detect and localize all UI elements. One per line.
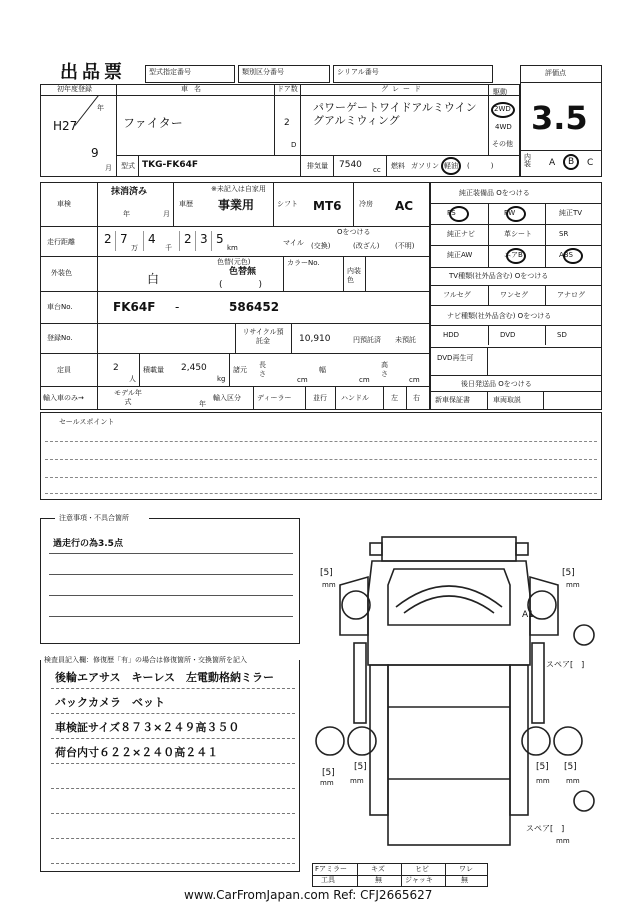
option-item: PW [504,209,516,217]
svg-text:mm: mm [536,777,550,785]
tv-title: TV種類(社外品含む) Oをつける [449,272,549,280]
inspection-value: 抹消済み [111,187,148,197]
displacement-label: 排気量 [307,162,328,170]
mile-label: マイル [283,239,304,247]
capacity-unit: 人 [129,375,136,383]
interior-a: A [549,158,556,168]
notes-line [49,616,293,617]
notes-box [40,514,300,644]
tv-row [431,285,601,305]
notes-line-text: 過走行の為3.5点 [53,539,123,549]
options-box [430,182,602,410]
after-item-1: 新車保証書 [435,396,470,404]
mileage-km-unit: km [227,244,238,252]
inspector-line [51,713,295,714]
height-label: 高さ [381,361,388,378]
first-reg-label: 初年度登録 [57,85,92,93]
inspector-line [51,863,295,864]
score-label: 評価点 [545,69,566,77]
cab-windshield [388,569,510,625]
first-reg-month: 9 [91,146,99,160]
option-item: SR [559,230,569,238]
history-label: 車歴 [179,200,193,208]
inspector-line [51,763,295,764]
chassis-number: 586452 [229,300,280,314]
cargo-bed [388,665,510,845]
import-type-label: 輸入区分 [213,394,241,402]
navi-item: SD [557,331,567,339]
car-name: ファイター [123,116,183,130]
option-item: ABS [559,251,573,259]
svg-text:mm: mm [556,837,570,845]
inspector-line [51,788,295,789]
svg-text:mm: mm [320,779,334,787]
inspector-line-text: 荷台内寸６２２×２４０高２４１ [55,746,219,759]
color-label: 外装色 [51,269,72,277]
door-left [340,577,368,635]
displacement-value: 7540 [339,160,362,170]
length-cm: cm [297,376,308,384]
first-reg-year: H27 [53,119,78,133]
vehicle-main-box: 初年度登録 車名 ドア数 グレード 年 H27 9 月 ファイター 2 D パワーゲートワイドアルミウイングアルミウィング 駆動 2WD 4WD その他 型式 TKG-FK64F 排気量 7540 cc 燃料 ガソリン 軽油 ( ) [40,84,520,177]
tire-depth-rear-left-2: [5] [354,762,367,772]
tv-item: アナログ [557,291,585,299]
tire-depth-rear-left-1: [5] [322,768,335,778]
katashiki-box [145,65,235,83]
inspector-line [51,688,295,689]
after-title: 後日発送品 Oをつける [461,380,532,388]
mileage-man-unit: 万 [131,244,138,252]
svg-text:mm: mm [350,777,364,785]
navi-title: ナビ種類(社外品含む) Oをつける [447,312,552,320]
doors-value: 2 [284,118,290,128]
navi-item: DVD [500,331,516,339]
history-value: 事業用 [218,198,255,212]
spare-label-2: スペア[ ] [526,824,565,833]
legend-tools: 工具 [321,876,335,884]
color-change-value: 色替無 [229,267,257,277]
displacement-unit: cc [373,166,381,174]
notes-line [49,595,293,596]
option-item: エアB [504,251,523,259]
bed-rail-left [354,643,366,723]
dims-label: 諸元 [233,366,247,374]
svg-text:mm: mm [566,581,580,589]
form-title: 出品票 [60,62,126,83]
load-unit: kg [217,375,226,383]
sales-point-box [40,412,602,500]
option-item: 純正AW [447,251,473,259]
cab-body [368,561,530,665]
inspector-line [51,813,295,814]
drive-4wd: 4WD [495,123,512,131]
length-label: 長さ [259,361,266,378]
inspection-label: 車検 [57,200,71,208]
legend-jack: ジャッキ [405,876,433,884]
mileage-digits [101,231,281,253]
legend-fmirror: Fアミラー [315,865,348,873]
mileage-digit: 3 [200,232,208,246]
exchange-label: (交換) [311,242,331,250]
color-change-label: 色替(元色) [217,258,251,266]
tire-depth-rear-right-2: [5] [564,762,577,772]
chassis-dash: - [175,300,180,314]
fuel-light-oil: 軽油 [444,162,458,170]
model-year-unit: 年 [199,400,206,408]
mileage-digit: 7 [120,232,128,246]
history-note: ※未記入は自家用 [211,185,266,193]
color-value: 白 [147,272,160,286]
drive-2wd: 2WD [494,105,511,113]
ruibetsu-label: 類別区分番号 [242,68,284,76]
interior-b: B [568,157,575,167]
notes-title: 注意事項・不具合箇所 [59,514,129,522]
model-value: TKG-FK64F [142,160,199,170]
dvd-label: DVD再生可 [437,354,474,362]
year-unit: 年 [97,104,104,112]
navi-row [431,325,601,347]
doors-label: ドア数 [277,85,298,93]
width-cm: cm [359,376,370,384]
mileage-digit: 2 [104,232,112,246]
notes-line [49,574,293,575]
options-grid [431,203,601,257]
detail-box: 車検 抹消済み 年 月 車歴 ※未記入は自家用 事業用 シフト MT6 冷房 AC 走行距離 2 7 4 2 3 5 万 千 km マイル Oをつける (交換) (改ざん) (不明) 外装色 色替(元色) 白 色替無 ( ) カラーNo. 内装色 車台No. FK64F - 586452 登録No. リサイクル預託金 10,910 円預託済 未預託 定員 2 人 積載量 2,450 kg 諸元 長さ cm 幅 cm 高さ cm 輸入車のみ→ モデル年式 年 輸入区分 ディーラー 並行 ハンドル 左 右 [40,182,430,410]
parallel-label: 並行 [313,394,327,402]
model-year-label: モデル年式 [114,389,142,406]
tire-depth-front-right: [5] [562,568,575,578]
shift-label: シフト [277,200,298,208]
bed-rail-right [532,643,544,723]
mileage-label: 走行距離 [47,238,75,246]
load-label: 積載量 [143,366,164,374]
notes-line [49,553,293,554]
inspection-year-unit: 年 [123,210,130,218]
inspector-title: 検査員記入欄：修復歴「有」の場合は修復箇所・交換箇所を記入 [44,656,247,664]
spare-label-1: スペア[ ] [546,660,585,669]
unknown-label: (不明) [395,242,415,250]
model-label: 型式 [121,162,135,170]
capacity-label: 定員 [57,366,71,374]
mileage-digit: 5 [216,232,224,246]
color-no-label: カラーNo. [287,259,320,267]
mark-a1: A1 [522,610,534,620]
chassis-label: 車台No. [47,303,73,311]
capacity-value: 2 [113,363,119,373]
tire-front-left [342,591,370,619]
mileage-sen-unit: 千 [165,244,172,252]
month-unit: 月 [105,164,112,172]
interior-color-label: 内装色 [347,267,361,284]
bed-side-left [370,665,388,815]
mileage-digit: 2 [184,232,192,246]
cab-roof-outline [382,537,516,561]
right-handle: 右 [413,394,420,402]
option-item: PS [447,209,456,217]
legend-jack-value: 無 [461,876,468,884]
footer-watermark: www.CarFromJapan.com Ref: CFJ2665627 [184,888,433,902]
drive-other: その他 [492,140,513,148]
spare-tire-2 [574,791,594,811]
after-item-2: 車両取説 [493,396,521,404]
serial-box [333,65,493,83]
tire-rear-right-outer [554,727,582,755]
legend-tools-value: 無 [375,876,382,884]
interior-c: C [587,158,594,168]
legend-table [312,863,488,887]
inspector-box [40,660,300,872]
option-item: 革シート [504,230,532,238]
width-label: 幅 [319,366,326,374]
fuel-gasoline: ガソリン [411,162,439,170]
left-handle: 左 [391,394,398,402]
tv-item: ワンセグ [500,291,528,299]
serial-label: シリアル番号 [337,68,379,76]
vehicle-damage-diagram [300,525,600,865]
drive-label: 駆動 [493,88,507,96]
score-box [520,65,602,177]
shift-value: MT6 [313,199,342,213]
svg-text:mm: mm [566,777,580,785]
cab-dash-curve-2 [404,596,494,613]
tire-depth-front-left: [5] [320,568,333,578]
bed-side-right [510,665,528,815]
recycle-unpaid: 未預託 [395,336,416,344]
navi-item: HDD [443,331,460,339]
tire-depth-rear-right-1: [5] [536,762,549,772]
mirror-left [370,543,382,555]
mileage-digit: 4 [148,232,156,246]
reg-no-label: 登録No. [47,334,73,342]
spare-tire-1 [574,625,594,645]
import-label: 輸入車のみ→ [43,394,84,402]
katashiki-label: 型式指定番号 [149,68,191,76]
recycle-paid: 円預託済 [353,336,381,344]
inspector-line-text: 後輪エアサス キーレス 左電動格納ミラー [55,671,275,684]
aircon-label: 冷房 [359,200,373,208]
tv-item: フルセグ [443,291,471,299]
inspector-line [51,838,295,839]
tire-rear-left-inner [348,727,376,755]
svg-text:mm: mm [322,581,336,589]
chassis-model: FK64F [113,300,156,314]
inspector-line-text: バックカメラ ベット [55,696,165,709]
fuel-label: 燃料 [391,162,405,170]
legend-break: ワレ [459,865,473,873]
option-item: 純正TV [559,209,583,217]
dealer-label: ディーラー [257,394,292,402]
inspector-line-text: 車検証サイズ８７３×２４９高３５０ [55,721,240,734]
tire-rear-right-inner [522,727,550,755]
aircon-value: AC [395,199,414,213]
tire-rear-left-outer [316,727,344,755]
doors-suffix: D [291,141,297,149]
sales-point-label: セールスポイント [59,418,115,426]
legend-scratch: キズ [371,865,385,873]
grade-value: パワーゲートワイドアルミウイングアルミウィング [313,101,477,127]
inspection-month-unit: 月 [163,210,170,218]
score-value: 3.5 [531,99,588,137]
tamper-label: (改ざん) [353,242,380,250]
grade-label: グレード [381,85,425,93]
option-item: 純正ナビ [447,230,475,238]
options-title: 純正装備品 Oをつける [459,189,530,197]
height-cm: cm [409,376,420,384]
load-value: 2,450 [181,363,207,373]
recycle-label: リサイクル預託金 [242,328,284,345]
door-right [530,577,558,635]
inspector-line [51,738,295,739]
recycle-amount: 10,910 [299,334,331,344]
interior-grade-label: 内装 [524,153,531,168]
handle-label: ハンドル [341,394,369,402]
legend-crack: ヒビ [415,865,429,873]
mirror-right [516,543,528,555]
ruibetsu-box [238,65,330,83]
car-name-label: 車名 [181,85,207,93]
mark-hint: Oをつける [337,228,371,236]
